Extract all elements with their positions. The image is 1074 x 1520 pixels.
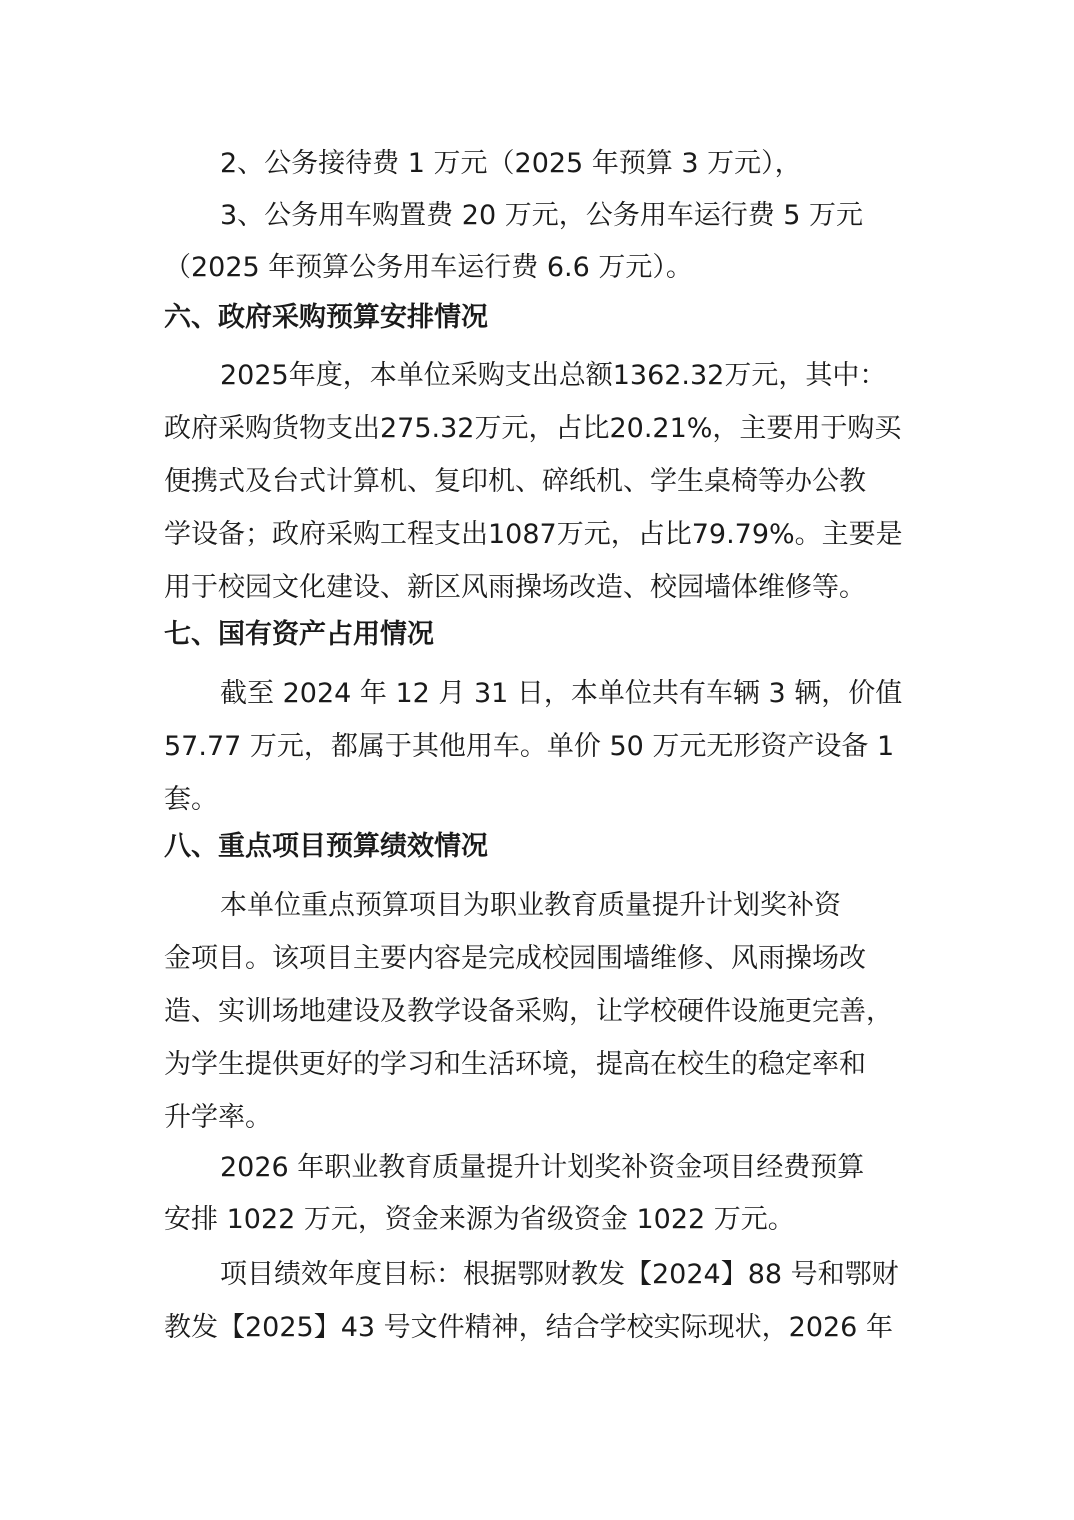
vehicle-budget-line: （2025 年预算公务用车运行费 6.6 万元）。 <box>164 252 693 283</box>
paragraph-line: 为学生提供更好的学习和生活环境，提高在校生的稳定率和 <box>164 1049 866 1080</box>
paragraph-line: 造、实训场地建设及教学设备采购，让学校硬件设施更完善， <box>164 996 893 1027</box>
paragraph-line: 教发【2025】43 号文件精神，结合学校实际现状，2026 年 <box>164 1312 893 1343</box>
paragraph-line: 2025年度，本单位采购支出总额1362.32万元，其中： <box>220 360 887 391</box>
paragraph-line: 项目绩效年度目标：根据鄂财教发【2024】88 号和鄂财 <box>220 1259 899 1290</box>
section-heading-assets: 七、国有资产占用情况 <box>164 619 434 650</box>
reception-expense-line: 2、公务接待费 1 万元（2025 年预算 3 万元）， <box>220 148 802 179</box>
section-heading-procurement: 六、政府采购预算安排情况 <box>164 302 488 333</box>
paragraph-line: 套。 <box>164 784 218 815</box>
vehicle-expense-line: 3、公务用车购置费 20 万元，公务用车运行费 5 万元 <box>220 200 864 231</box>
paragraph-line: 57.77 万元，都属于其他用车。单价 50 万元无形资产设备 1 <box>164 731 895 762</box>
paragraph-line: 升学率。 <box>164 1102 272 1133</box>
paragraph-line: 便携式及台式计算机、复印机、碎纸机、学生桌椅等办公教 <box>164 466 866 497</box>
paragraph-line: 安排 1022 万元，资金来源为省级资金 1022 万元。 <box>164 1204 795 1235</box>
paragraph-line: 本单位重点预算项目为职业教育质量提升计划奖补资 <box>220 890 841 921</box>
paragraph-line: 截至 2024 年 12 月 31 日，本单位共有车辆 3 辆，价值 <box>220 678 903 709</box>
paragraph-line: 2026 年职业教育质量提升计划奖补资金项目经费预算 <box>220 1152 865 1183</box>
section-heading-performance: 八、重点项目预算绩效情况 <box>164 831 488 862</box>
paragraph-line: 用于校园文化建设、新区风雨操场改造、校园墙体维修等。 <box>164 572 866 603</box>
paragraph-line: 学设备；政府采购工程支出1087万元，占比79.79%。主要是 <box>164 519 903 550</box>
paragraph-line: 金项目。该项目主要内容是完成校园围墙维修、风雨操场改 <box>164 943 866 974</box>
paragraph-line: 政府采购货物支出275.32万元，占比20.21%，主要用于购买 <box>164 413 902 444</box>
